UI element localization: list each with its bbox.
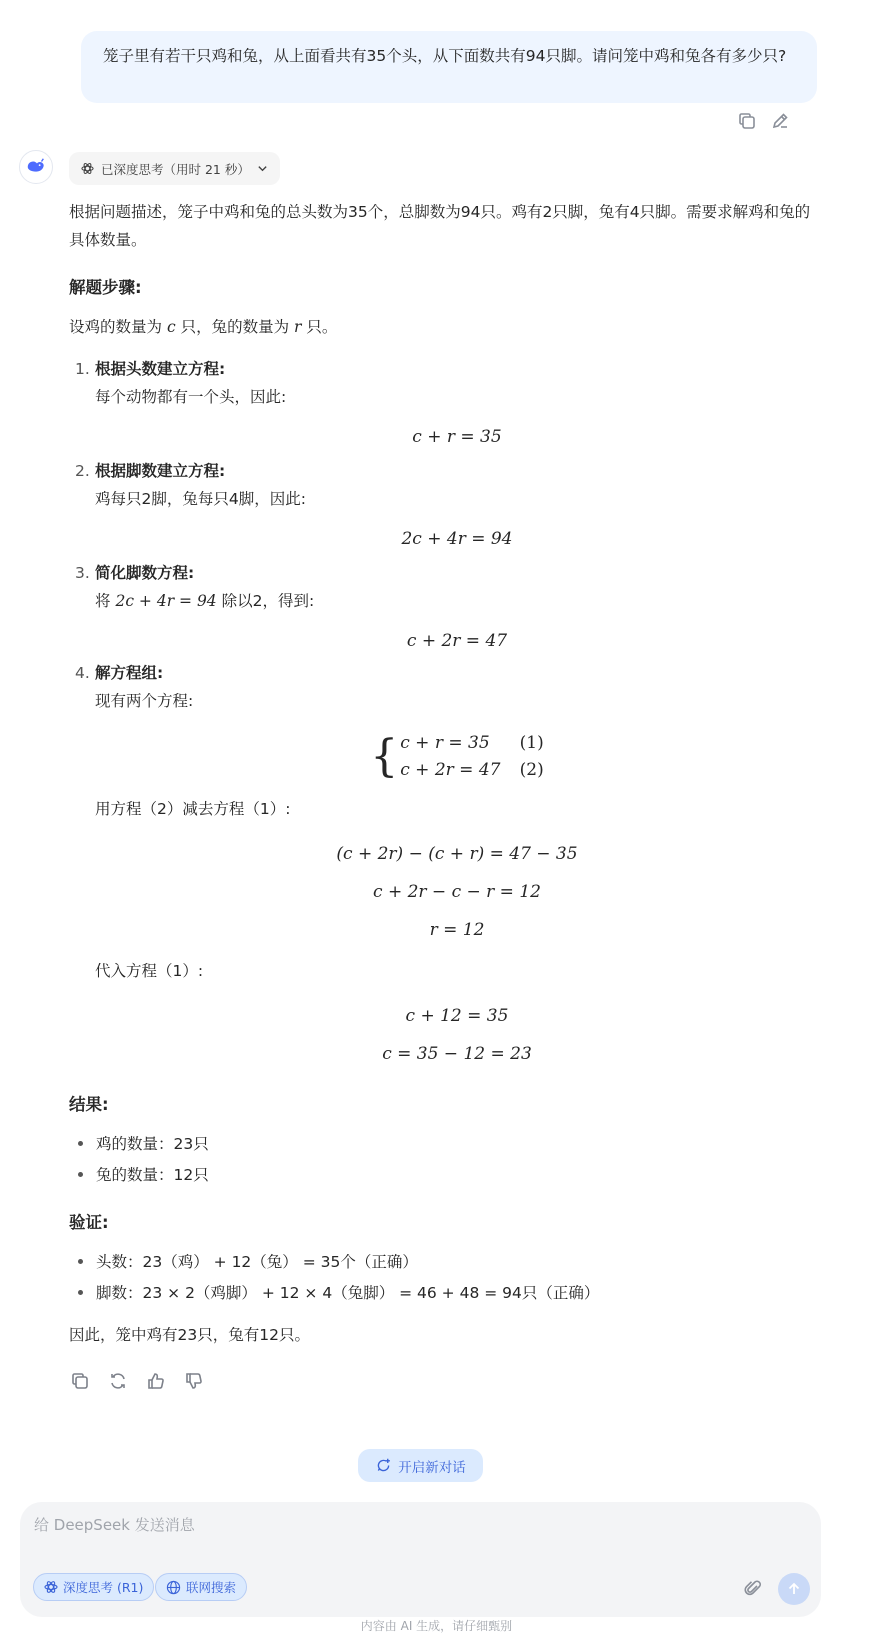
step-text xyxy=(95,587,819,615)
result-text: 兔的数量：12只 xyxy=(96,1166,209,1184)
verify-text: 头数：23（鸡） + 12（兔） = 35个（正确） xyxy=(96,1253,418,1271)
deep-think-status-toggle[interactable] xyxy=(69,152,280,185)
verify-heading: 验证: xyxy=(69,1213,109,1232)
derivation-equation: c + 2r − c − r = 12 xyxy=(373,882,541,902)
var-r: r xyxy=(294,318,302,336)
result-heading: 结果: xyxy=(69,1095,109,1114)
step-text: 每个动物都有一个头，因此: xyxy=(95,388,287,406)
conclusion-paragraph: 因此，笼中鸡有23只，兔有12只。 xyxy=(69,1326,310,1344)
system-row-2 xyxy=(400,757,543,784)
thumbs-down-icon xyxy=(184,1371,204,1391)
step-equation: c + r = 35 xyxy=(412,427,502,447)
step-text: 现有两个方程: xyxy=(95,692,194,710)
derivation-equation: (c + 2r) − (c + r) = 47 − 35 xyxy=(336,844,578,864)
web-search-toggle[interactable] xyxy=(155,1573,247,1601)
subtract-equations xyxy=(95,835,819,949)
list-item xyxy=(69,1278,819,1309)
inline-equation: 2c + 4r = 94 xyxy=(115,592,217,610)
derivation-equation: c + 12 = 35 xyxy=(405,1006,509,1026)
step-title: 根据脚数建立方程: xyxy=(95,462,226,480)
substitute-text: 代入方程（1）: xyxy=(95,962,204,980)
equation-tag: (1) xyxy=(519,733,544,753)
steps-list xyxy=(69,355,819,1073)
system-brace: { xyxy=(370,731,399,782)
system-row-1 xyxy=(400,730,543,757)
paperclip-icon xyxy=(743,1578,763,1598)
verify-list xyxy=(69,1247,819,1309)
thumbs-up-icon xyxy=(146,1371,166,1391)
new-chat-button[interactable] xyxy=(358,1449,483,1482)
thumbs-up-button[interactable] xyxy=(145,1370,167,1392)
deep-think-toggle[interactable] xyxy=(33,1573,154,1601)
thumbs-down-button[interactable] xyxy=(183,1370,205,1392)
answer-actions xyxy=(69,1370,205,1392)
step-title: 简化脚数方程: xyxy=(95,564,195,582)
globe-icon xyxy=(166,1580,181,1595)
step-1 xyxy=(75,355,819,451)
system-equation: c + 2r = 47 xyxy=(400,760,501,780)
step-number: 3. xyxy=(75,564,90,582)
ai-disclaimer: 内容由 AI 生成，请仔细甄别 xyxy=(360,1619,513,1633)
vars-text-3: 只。 xyxy=(306,318,338,336)
step-text-a: 将 xyxy=(95,592,111,610)
step-title: 解方程组: xyxy=(95,664,164,682)
new-chat-icon xyxy=(375,1457,392,1474)
result-text: 鸡的数量：23只 xyxy=(96,1135,209,1153)
edit-message-button[interactable] xyxy=(769,110,791,132)
attach-file-button[interactable] xyxy=(742,1577,764,1599)
substitute-equations xyxy=(95,997,819,1073)
equation-system xyxy=(95,729,819,785)
list-item xyxy=(69,1129,819,1160)
deepseek-whale-icon xyxy=(25,156,47,178)
step-number: 2. xyxy=(75,462,90,480)
subtract-text: 用方程（2）减去方程（1）: xyxy=(95,800,291,818)
user-message-bubble xyxy=(81,31,817,103)
variables-paragraph xyxy=(69,313,819,341)
result-list xyxy=(69,1129,819,1191)
step-2 xyxy=(75,457,819,553)
thinking-label: 已深度思考（用时 21 秒） xyxy=(101,161,250,177)
message-input[interactable]: 给 DeepSeek 发送消息 xyxy=(34,1516,195,1534)
system-rows xyxy=(400,730,543,784)
vars-text-2: 只，兔的数量为 xyxy=(180,318,290,336)
copy-icon xyxy=(737,111,757,131)
deep-think-label: 深度思考 (R1) xyxy=(63,1580,144,1595)
step-equation: 2c + 4r = 94 xyxy=(401,529,513,549)
derivation-equation: r = 12 xyxy=(429,920,485,940)
deepseek-avatar xyxy=(19,150,53,184)
derivation-equation: c = 35 − 12 = 23 xyxy=(382,1044,532,1064)
copy-message-button[interactable] xyxy=(736,110,758,132)
user-message-text: 笼子里有若干只鸡和兔，从上面看共有35个头，从下面数共有94只脚。请问笼中鸡和兔各有多少只? xyxy=(103,47,787,65)
new-chat-label: 开启新对话 xyxy=(398,1459,466,1476)
step-equation: c + 2r = 47 xyxy=(406,631,508,651)
intro-paragraph: 根据问题描述，笼子中鸡和兔的总头数为35个，总脚数为94只。鸡有2只脚，兔有4只脚。需要求解鸡和兔的具体数量。 xyxy=(69,203,811,249)
equation-tag: (2) xyxy=(519,760,544,780)
atom-icon xyxy=(81,162,94,175)
var-c: c xyxy=(166,318,176,336)
pencil-icon xyxy=(770,111,790,131)
verify-text: 脚数：23 × 2（鸡脚） + 12 × 4（兔脚） = 46 + 48 = 94只（正确） xyxy=(96,1284,600,1302)
step-text: 鸡每只2脚，兔每只4脚，因此: xyxy=(95,490,306,508)
step-title: 根据头数建立方程: xyxy=(95,360,226,378)
copy-answer-button[interactable] xyxy=(69,1370,91,1392)
web-search-label: 联网搜索 xyxy=(186,1580,237,1595)
send-button[interactable] xyxy=(778,1573,810,1605)
steps-heading: 解题步骤: xyxy=(69,278,142,297)
step-3 xyxy=(75,559,819,655)
vars-text-1: 设鸡的数量为 xyxy=(69,318,163,336)
refresh-icon xyxy=(108,1371,128,1391)
assistant-answer xyxy=(69,198,819,1349)
step-text-b: 除以2，得到: xyxy=(221,592,315,610)
chevron-down-icon xyxy=(257,163,268,174)
copy-icon xyxy=(70,1371,90,1391)
step-number: 4. xyxy=(75,664,90,682)
step-number: 1. xyxy=(75,360,90,378)
list-item xyxy=(69,1160,819,1191)
arrow-up-icon xyxy=(786,1581,802,1597)
system-equation: c + r = 35 xyxy=(400,733,490,753)
atom-icon xyxy=(44,1580,58,1594)
list-item xyxy=(69,1247,819,1278)
step-4 xyxy=(75,659,819,1073)
regenerate-button[interactable] xyxy=(107,1370,129,1392)
